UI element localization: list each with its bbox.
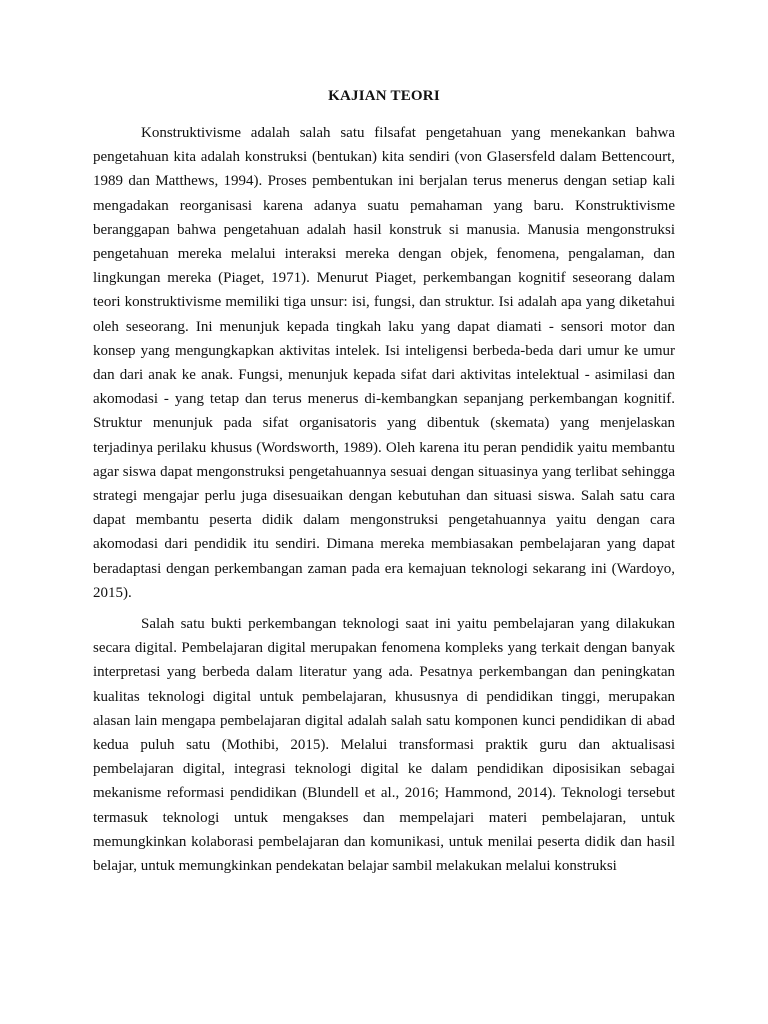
paragraph-konstruktivisme: Konstruktivisme adalah salah satu filsafat pengetahuan yang menekankan bahwa pengetahuan kita adalah konstruksi (bentukan) kita sendiri (von Glasersfeld dalam Bettencourt, 1989 dan Matthews, 1994). Proses pembentukan ini berjalan terus menerus dengan setiap kali mengadakan reorganisasi karena adanya suatu pemahaman yang baru. Konstruktivisme beranggapan bahwa pengetahuan adalah hasil konstruk si manusia. Manusia mengonstruksi pengetahuan mereka melalui interaksi mereka dengan objek, fenomena, pengalaman, dan lingkungan mereka (Piaget, 1971). Menurut Piaget, perkembangan kognitif seseorang dalam teori konstruktivisme memiliki tiga unsur: isi, fungsi, dan struktur. Isi adalah apa yang diketahui oleh seseorang. Ini menunjuk kepada tingkah laku yang dapat diamati - sensori motor dan konsep yang mengungkapkan aktivitas intelek. Isi inteligensi berbeda-beda dari umur ke umur dan dari anak ke anak. Fungsi, menunjuk kepada sifat dari aktivitas intelektual - asimilasi dan akomodasi - yang tetap dan terus menerus di-kembangkan sepanjang perkembangan kognitif. Struktur menunjuk pada sifat organisatoris yang dibentuk (skemata) yang menjelaskan terjadinya perilaku khusus (Wordsworth, 1989). Oleh karena itu peran pendidik yaitu membantu agar siswa dapat mengonstruksi pengetahuannya sesuai dengan situasinya yang terlibat sehingga strategi mengajar perlu juga disesuaikan dengan kebutuhan dan situasi siswa. Salah satu cara dapat membantu peserta didik dalam mengonstruksi pengetahuannya yaitu dengan cara akomodasi dari pendidik itu sendiri. Dimana mereka membiasakan pembelajaran yang dapat beradaptasi dengan perkembangan zaman pada era kemajuan teknologi sekarang ini (Wardoyo, 2015).: [93, 125, 675, 601]
page-title: KAJIAN TEORI: [328, 88, 440, 104]
document-body: [93, 121, 675, 878]
paragraph-pembelajaran-digital: Salah satu bukti perkembangan teknologi saat ini yaitu pembelajaran yang dilakukan secara digital. Pembelajaran digital merupakan fenomena kompleks yang terkait dengan banyak interpretasi yang berbeda dalam literatur yang ada. Pesatnya perkembangan dan peningkatan kualitas teknologi digital untuk pembelajaran, khususnya di pendidikan tinggi, merupakan alasan lain mengapa pembelajaran digital adalah salah satu komponen kunci pendidikan di abad kedua puluh satu (Mothibi, 2015). Melalui transformasi praktik guru dan aktualisasi pembelajaran digital, integrasi teknologi digital ke dalam pendidikan diposisikan sebagai mekanisme reformasi pendidikan (Blundell et al., 2016; Hammond, 2014). Teknologi tersebut termasuk teknologi untuk mengakses dan mempelajari materi pembelajaran, untuk memungkinkan kolaborasi pembelajaran dan komunikasi, untuk menilai peserta didik dan hasil belajar, untuk memungkinkan pendekatan belajar sambil melakukan melalui konstruksi: [93, 616, 675, 875]
